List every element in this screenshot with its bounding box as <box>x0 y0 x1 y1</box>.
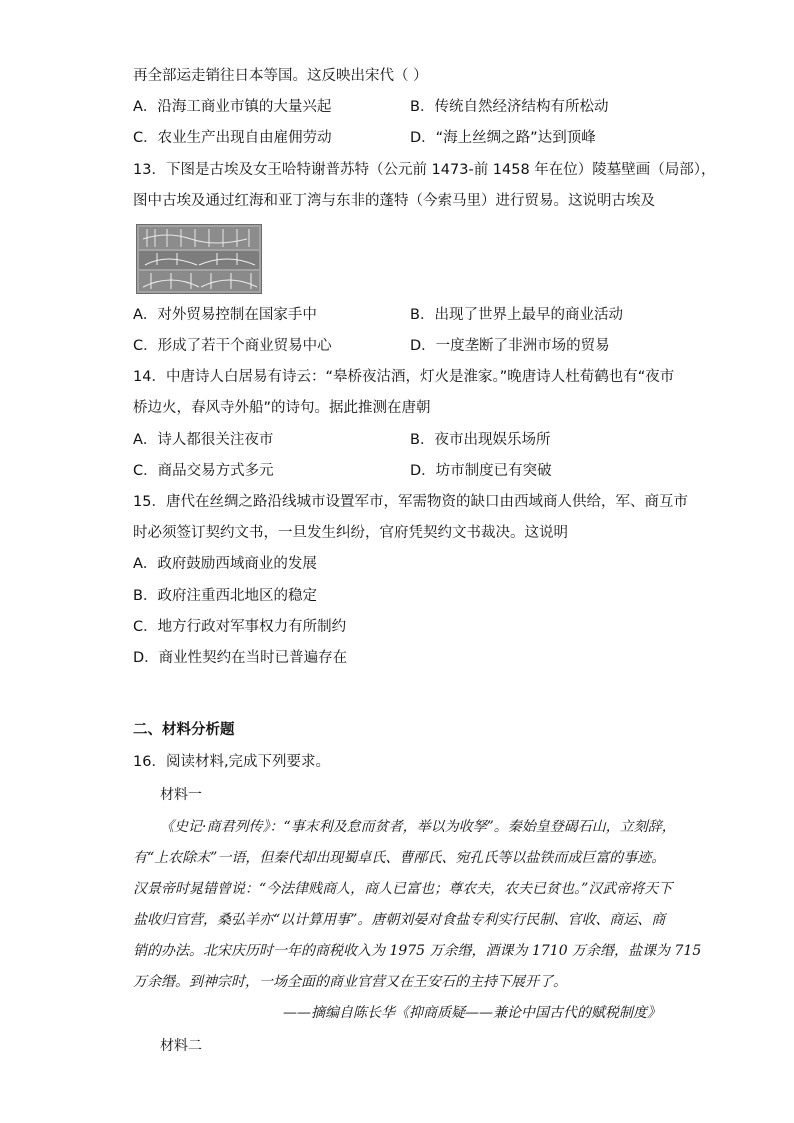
q15-option-b: B．政府注重西北地区的稳定 <box>133 588 317 604</box>
section-title: 二、材料分析题 <box>133 722 235 738</box>
material2-label: 材料二 <box>160 1038 202 1054</box>
q14-stem-line2: 桥边火，春风寺外船”的诗句。据此推测在唐朝 <box>133 400 431 416</box>
material1-line: 万余缗。到神宗时，一场全面的商业官营又在王安石的主持下展开了。 <box>133 974 567 990</box>
q12-option-c: C．农业生产出现自由雇佣劳动 <box>133 130 332 146</box>
q14-option-b: B．夜市出现娱乐场所 <box>410 432 551 448</box>
q15-option-a: A．政府鼓励西域商业的发展 <box>133 556 317 572</box>
q15-stem-line2: 时必须签订契约文书，一旦发生纠纷，官府凭契约文书裁决。这说明 <box>133 525 568 541</box>
q13-stem-line2: 图中古埃及通过红海和亚丁湾与东非的蓬特（今索马里）进行贸易。这说明古埃及 <box>133 193 655 209</box>
material1-source: ——摘编自陈长华《抑商质疑——兼论中国古代的赋税制度》 <box>283 1005 661 1021</box>
q12-stem-tail: 再全部运走销往日本等国。这反映出宋代（ ） <box>133 68 428 84</box>
q14-option-d: D．坊市制度已有突破 <box>410 463 552 479</box>
egyptian-mural-image <box>136 224 262 294</box>
material1-line: 销的办法。北宋庆历时一年的商税收入为 1975 万余缗，酒课为 1710 万余缗，盐课为 715 <box>133 943 702 959</box>
material1-line: 盐收归官营，桑弘羊亦“以计算用事”。唐朝刘晏对食盐专利实行民制、官收、商运、商 <box>133 912 666 928</box>
q12-option-d: D．“海上丝绸之路”达到顶峰 <box>410 130 596 146</box>
q12-option-b: B．传统自然经济结构有所松动 <box>410 99 609 115</box>
material1-line: 汉景帝时晁错曾说：“今法律贱商人，商人已富也；尊农夫，农夫已贫也。”汉武帝将天下 <box>133 881 673 897</box>
q16-stem: 16．阅读材料,完成下列要求。 <box>133 754 331 770</box>
material1-line: 《史记·商君列传》：“事末利及怠而贫者，举以为收孥”。秦始皇登碣石山，立刻辞， <box>160 819 676 835</box>
q13-option-b: B．出现了世界上最早的商业活动 <box>410 307 623 323</box>
q15-stem-line1: 15．唐代在丝绸之路沿线城市设置军市，军需物资的缺口由西域商人供给，军、商互市 <box>133 494 688 510</box>
material1-line: 有“上农除末”一语，但秦代却出现蜀卓氏、曹邴氏、宛孔氏等以盐铁而成巨富的事迹。 <box>133 850 666 866</box>
q14-option-c: C．商品交易方式多元 <box>133 463 274 479</box>
material1-label: 材料一 <box>160 787 202 803</box>
q14-stem-line1: 14．中唐诗人白居易有诗云：“皋桥夜沽酒，灯火是淮家。”晚唐诗人杜荀鹤也有“夜市 <box>133 369 675 385</box>
q15-option-d: D．商业性契约在当时已普遍存在 <box>133 650 348 666</box>
q13-option-d: D．一度垄断了非洲市场的贸易 <box>410 338 610 354</box>
q12-option-a: A．沿海工商业市镇的大量兴起 <box>133 99 332 115</box>
q13-stem-line1: 13．下图是古埃及女王哈特谢普苏特（公元前 1473-前 1458 年在位）陵墓壁画（局部）， <box>133 162 716 178</box>
q14-option-a: A．诗人都很关注夜市 <box>133 432 274 448</box>
q13-option-c: C．形成了若干个商业贸易中心 <box>133 338 332 354</box>
q15-option-c: C．地方行政对军事权力有所制约 <box>133 619 347 635</box>
q13-option-a: A．对外贸易控制在国家手中 <box>133 307 317 323</box>
